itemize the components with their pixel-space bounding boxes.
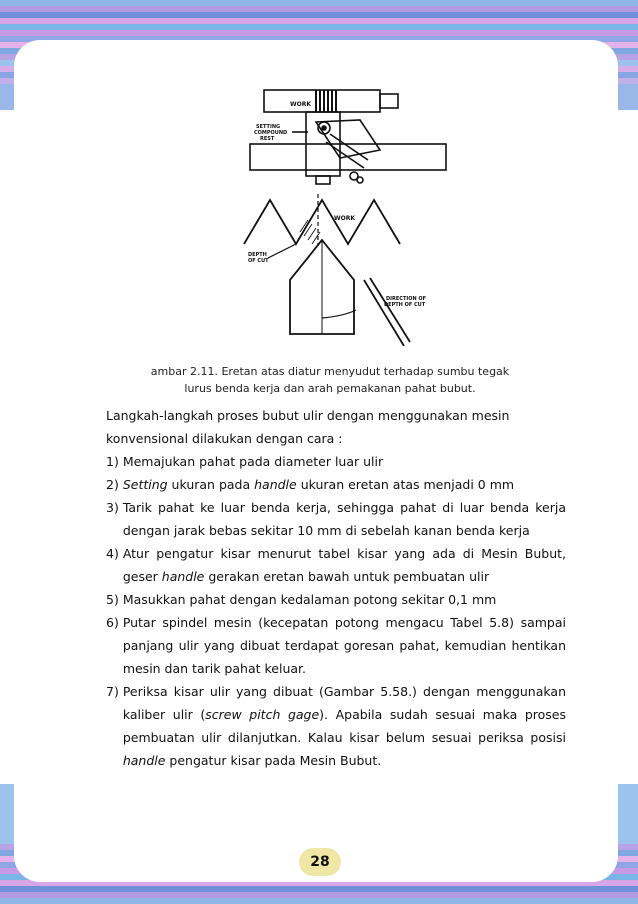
procedure-text — [106, 404, 566, 772]
text-segment: Putar spindel mesin (kecepatan potong mengacu Tabel 5.8) sampai panjang ulir yang dibuat terdapat goresan pahat, kemudian hentikan mesin dan tarik pahat keluar. — [122, 615, 566, 676]
caption-line-2: lurus benda kerja dan arah pemakanan pahat bubut. — [184, 382, 476, 395]
text-segment: Masukkan pahat dengan kedalaman potong sekitar 0,1 mm — [122, 592, 497, 607]
list-item — [106, 680, 566, 772]
label-compound: COMPOUND — [254, 130, 288, 136]
list-item — [106, 496, 566, 542]
page-number: 28 — [299, 848, 341, 876]
label-depth-of-cut: DEPTH OF CUT — [384, 302, 426, 308]
work-bar-top — [264, 90, 380, 112]
step-number: 7) — [106, 684, 123, 699]
step-text — [123, 450, 566, 473]
list-item — [106, 588, 566, 611]
list-item — [106, 473, 566, 496]
italic-term: handle — [122, 753, 166, 768]
text-segment: ukuran pada — [167, 477, 255, 492]
step-text — [123, 496, 566, 542]
step-text — [123, 680, 566, 772]
step-number: 4) — [106, 546, 123, 561]
step-text — [123, 611, 566, 680]
figure-caption — [100, 363, 560, 397]
text-segment: Memajukan pahat pada diameter luar ulir — [122, 454, 384, 469]
italic-term: handle — [161, 569, 205, 584]
step-number: 5) — [106, 592, 123, 607]
step-number: 3) — [106, 500, 123, 515]
text-segment: gerakan eretan bawah untuk pembuatan ulir — [204, 569, 490, 584]
label-rest: REST — [260, 136, 275, 142]
steps-list — [106, 450, 566, 772]
caption-line-1: ambar 2.11. Eretan atas diatur menyudut terhadap sumbu tegak — [150, 365, 510, 378]
label-setting: SETTING — [256, 124, 281, 130]
list-item — [106, 542, 566, 588]
step-text — [123, 542, 566, 588]
text-segment: Tarik pahat ke luar benda kerja, sehingga pahat di luar benda kerja dengan jarak bebas sekitar 10 mm di sebelah kanan benda kerja — [122, 500, 566, 538]
thread-cutting-figure — [234, 84, 454, 346]
italic-term: handle — [254, 477, 297, 492]
text-segment: ukuran eretan atas menjadi 0 mm — [296, 477, 515, 492]
step-number: 1) — [106, 454, 123, 469]
text-segment: Periksa kisar ulir yang dibuat (Gambar 5.58.) dengan menggunakan kaliber ulir ( — [122, 684, 566, 722]
text-segment: ). Apabila sudah sesuai maka proses pembuatan ulir dilanjutkan. Kalau kisar belum sesuai periksa posisi — [122, 707, 566, 745]
intro-line-1: Langkah-langkah proses bubut ulir dengan menggunakan mesin — [106, 408, 510, 423]
label-work-top: WORK — [290, 101, 311, 108]
intro-line-2: konvensional dilakukan dengan cara : — [106, 431, 343, 446]
italic-term: Setting — [122, 477, 168, 492]
list-item — [106, 611, 566, 680]
list-item — [106, 450, 566, 473]
label-direction-of: DIRECTION OF — [386, 296, 427, 302]
italic-term: screw pitch gage — [205, 707, 320, 722]
label-work-bottom: WORK — [334, 215, 355, 222]
text-segment: pengatur kisar pada Mesin Bubut. — [165, 753, 382, 768]
step-number: 2) — [106, 477, 123, 492]
step-text — [123, 473, 566, 496]
step-number: 6) — [106, 615, 123, 630]
label-depth: DEPTH — [248, 252, 267, 258]
label-of-cut: OF CUT — [248, 258, 269, 264]
step-text — [123, 588, 566, 611]
text-segment: Atur pengatur kisar menurut tabel kisar yang ada di Mesin Bubut, geser — [122, 546, 566, 584]
